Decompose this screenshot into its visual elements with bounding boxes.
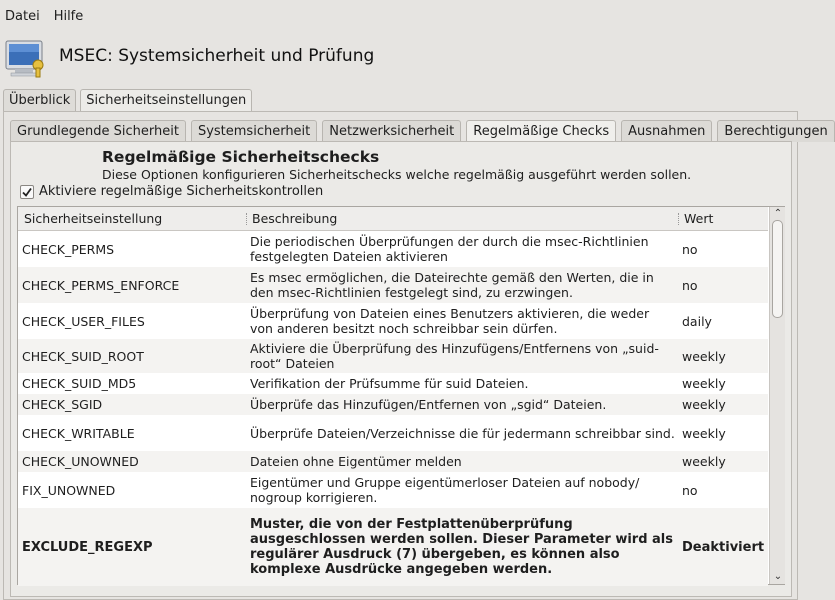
table-row[interactable] [18, 394, 768, 415]
description-cell: Überprüfe das Hinzufügen/Entfernen von „sgid“ Dateien. [250, 397, 607, 412]
description-cell: Muster, die von der Festplattenüberprüfung ausgeschlossen werden sollen. Dieser Parameter wird als regulärer Ausdruck (7) übergeben, es können also komplexe Ausdrücke angegeben werden. [250, 517, 674, 577]
tab-security-settings[interactable]: Sicherheitseinstellungen [80, 89, 252, 111]
table-row[interactable] [18, 472, 768, 508]
description-cell: Überprüfe Dateien/Verzeichnisse die für jedermann schreibbar sind. [250, 425, 675, 441]
settings-table [17, 206, 785, 585]
app-header [0, 34, 800, 82]
scrollbar-thumb[interactable] [772, 220, 783, 318]
column-header-setting[interactable]: Sicherheitseinstellung [24, 211, 163, 226]
value-cell: weekly [682, 454, 726, 469]
table-row[interactable] [18, 415, 768, 451]
value-cell: weekly [682, 425, 726, 441]
setting-name-cell: CHECK_USER_FILES [22, 313, 145, 329]
setting-name-cell: FIX_UNOWNED [22, 482, 116, 498]
enable-periodic-checks-row[interactable] [20, 184, 323, 199]
scroll-up-icon[interactable]: ⌃ [773, 208, 783, 219]
table-header [18, 207, 768, 231]
scroll-down-icon[interactable]: ⌄ [773, 571, 783, 582]
table-row[interactable] [18, 508, 768, 586]
outer-tab-bar [3, 89, 256, 111]
monitor-lock-icon [5, 38, 47, 78]
description-cell: Eigentümer und Gruppe eigentümerloser Dateien auf nobody/ nogroup korrigieren. [250, 475, 640, 505]
enable-periodic-checks-checkbox[interactable] [20, 185, 34, 199]
description-cell: Aktiviere die Überprüfung des Hinzufügens/Entfernens von „suid-root“ Dateien [250, 341, 659, 371]
menu-file[interactable]: Datei [5, 8, 40, 24]
value-cell: no [682, 277, 698, 293]
setting-name-cell: CHECK_PERMS [22, 241, 115, 257]
value-cell: weekly [682, 348, 726, 364]
table-scrollbar[interactable] [769, 207, 785, 584]
menubar [0, 0, 800, 32]
description-cell: Überprüfung von Dateien eines Benutzers aktivieren, die weder von anderen besitzt noch schreibbar sein dürfen. [250, 306, 650, 336]
description-cell: Die periodischen Überprüfungen der durch die msec-Richtlinien festgelegten Dateien aktivieren [250, 234, 649, 264]
tab-exceptions[interactable]: Ausnahmen [621, 120, 712, 142]
description-cell: Es msec ermöglichen, die Dateirechte gemäß den Werten, die in den msec-Richtlinien festgelegt sind, zu erzwingen. [250, 270, 654, 300]
table-row[interactable] [18, 303, 768, 339]
column-header-value[interactable]: Wert [684, 211, 714, 226]
tab-network-security[interactable]: Netzwerksicherheit [322, 120, 461, 142]
description-cell: Verifikation der Prüfsumme für suid Dateien. [250, 376, 529, 391]
value-cell: no [682, 241, 698, 257]
tab-permissions[interactable]: Berechtigungen [717, 120, 834, 142]
value-cell: weekly [682, 376, 726, 391]
setting-name-cell: CHECK_WRITABLE [22, 425, 135, 441]
description-cell: Dateien ohne Eigentümer melden [250, 454, 462, 469]
table-row[interactable] [18, 451, 768, 472]
setting-name-cell: CHECK_SGID [22, 397, 103, 412]
table-row[interactable] [18, 339, 768, 373]
value-cell: Deaktiviert [682, 539, 765, 555]
table-row[interactable] [18, 373, 768, 394]
section-description: Diese Optionen konfigurieren Sicherheitschecks welche regelmäßig ausgeführt werden sollen. [102, 167, 692, 182]
setting-name-cell: CHECK_PERMS_ENFORCE [22, 277, 180, 293]
table-row[interactable] [18, 231, 768, 267]
checkmark-icon [21, 186, 33, 198]
tab-basic-security[interactable]: Grundlegende Sicherheit [10, 120, 186, 142]
tab-periodic-checks[interactable]: Regelmäßige Checks [466, 120, 616, 142]
column-header-description[interactable]: Beschreibung [252, 211, 338, 226]
setting-name-cell: CHECK_SUID_ROOT [22, 348, 144, 364]
value-cell: no [682, 482, 698, 498]
setting-name-cell: CHECK_UNOWNED [22, 454, 139, 469]
setting-name-cell: EXCLUDE_REGEXP [22, 539, 153, 555]
inner-tab-bar [10, 120, 828, 142]
tab-overview[interactable]: Überblick [3, 89, 76, 111]
value-cell: weekly [682, 397, 726, 412]
tab-system-security[interactable]: Systemsicherheit [191, 120, 317, 142]
enable-periodic-checks-label: Aktiviere regelmäßige Sicherheitskontrollen [39, 184, 324, 199]
table-row[interactable] [18, 267, 768, 303]
menu-help[interactable]: Hilfe [53, 8, 84, 24]
setting-name-cell: CHECK_SUID_MD5 [22, 376, 137, 391]
value-cell: daily [682, 313, 712, 329]
app-title: MSEC: Systemsicherheit und Prüfung [59, 46, 375, 66]
section-title: Regelmäßige Sicherheitschecks [102, 148, 380, 166]
